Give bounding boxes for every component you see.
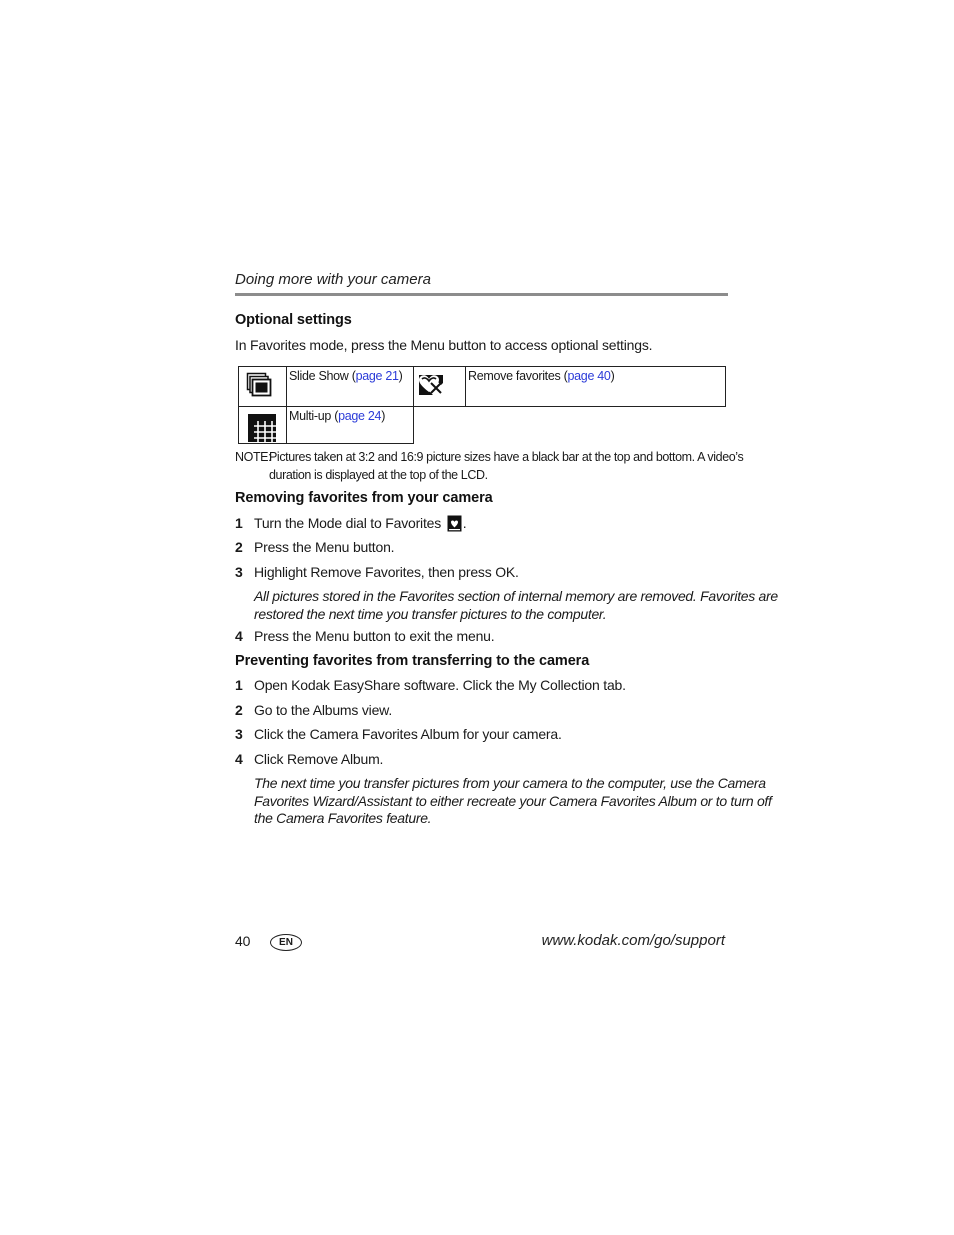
multi-up-suffix: ) (381, 409, 386, 423)
removing-step-3-number: 3 (235, 564, 243, 580)
removing-step-1 (254, 515, 466, 532)
removing-step-1-text: Turn the Mode dial to Favorites (254, 515, 442, 531)
page-number: 40 (235, 933, 251, 949)
optional-settings-intro: In Favorites mode, press the Menu button to access optional settings. (235, 337, 653, 353)
removing-step-1-number: 1 (235, 515, 243, 531)
preventing-step-1-number: 1 (235, 677, 243, 693)
remove-favorites-icon-cell (413, 366, 466, 407)
multi-up-label-cell (286, 406, 414, 444)
preventing-result-line-3: the Camera Favorites feature. (254, 810, 432, 826)
language-badge: EN (270, 934, 302, 951)
slideshow-label-cell (286, 366, 414, 407)
note-label: NOTE: (235, 450, 272, 464)
preventing-step-3-text: Click the Camera Favorites Album for your camera. (254, 726, 562, 742)
note-line-2: duration is displayed at the top of the LCD. (269, 468, 488, 482)
removing-step-3-text: Highlight Remove Favorites, then press OK. (254, 564, 519, 580)
preventing-step-3-number: 3 (235, 726, 243, 742)
removing-step-2-text: Press the Menu button. (254, 539, 395, 555)
removing-favorites-heading: Removing favorites from your camera (235, 490, 493, 506)
preventing-step-4-number: 4 (235, 751, 243, 767)
optional-settings-heading: Optional settings (235, 312, 352, 328)
removing-step-4-number: 4 (235, 628, 243, 644)
multi-up-icon (248, 414, 278, 442)
multi-up-label: Multi-up ( (289, 409, 339, 423)
removing-result-line-2: restored the next time you transfer pictures to the computer. (254, 606, 607, 622)
removing-step-4-text: Press the Menu button to exit the menu. (254, 628, 495, 644)
preventing-step-1-text: Open Kodak EasyShare software. Click the My Collection tab. (254, 677, 626, 693)
preventing-step-4-text: Click Remove Album. (254, 751, 384, 767)
slideshow-label: Slide Show ( (289, 369, 356, 383)
removing-result-line-1: All pictures stored in the Favorites section of internal memory are removed. Favorites are (254, 588, 778, 604)
slideshow-page-link[interactable]: page 21 (355, 369, 399, 383)
running-header: Doing more with your camera (235, 271, 431, 288)
remove-favorites-suffix: ) (610, 369, 615, 383)
support-url[interactable]: www.kodak.com/go/support (541, 932, 725, 949)
remove-favorites-icon (417, 371, 445, 399)
header-rule (235, 293, 728, 296)
removing-step-1-after: . (462, 515, 467, 531)
multi-up-page-link[interactable]: page 24 (338, 409, 382, 423)
preventing-step-2-number: 2 (235, 702, 243, 718)
multi-up-icon-cell (238, 406, 287, 444)
preventing-result-line-1: The next time you transfer pictures from your camera to the computer, use the Camera (254, 775, 766, 791)
slideshow-icon-cell (238, 366, 287, 407)
removing-step-2-number: 2 (235, 539, 243, 555)
preventing-result-line-2: Favorites Wizard/Assistant to either recreate your Camera Favorites Album or to turn off (254, 793, 772, 809)
slideshow-suffix: ) (398, 369, 403, 383)
slideshow-icon (246, 372, 272, 398)
remove-favorites-label-cell (465, 366, 726, 407)
remove-favorites-label: Remove favorites ( (468, 369, 568, 383)
preventing-step-2-text: Go to the Albums view. (254, 702, 393, 718)
preventing-favorites-heading: Preventing favorites from transferring to the camera (235, 653, 590, 669)
note-line-1: Pictures taken at 3:2 and 16:9 picture sizes have a black bar at the top and bottom. A video’s (269, 450, 744, 464)
remove-favorites-page-link[interactable]: page 40 (567, 369, 611, 383)
favorites-mode-icon (447, 515, 463, 532)
